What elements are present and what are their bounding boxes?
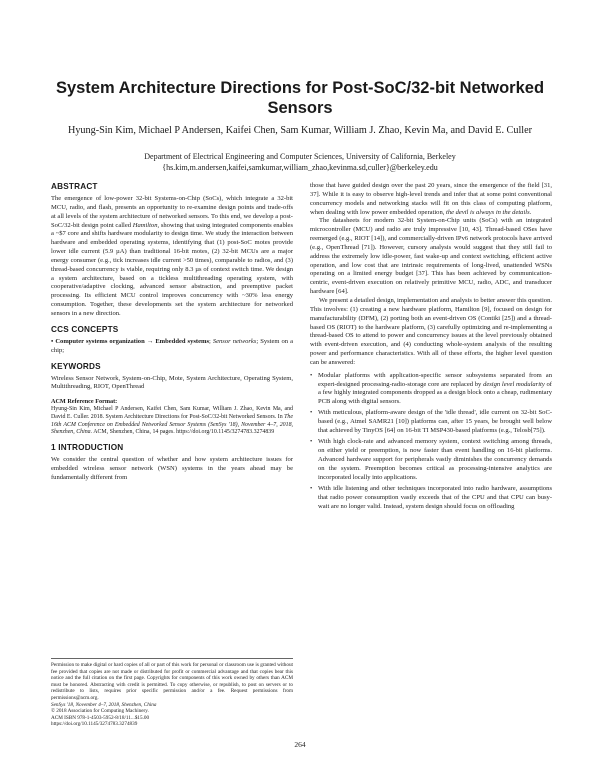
ccs-concepts: • Computer systems organization → Embedded systems; Sensor networks; System on a chip; <box>51 337 293 354</box>
intro-paragraph-3: We present a detailed design, implementation and analysis to better answer this question. This involves: (1) creating a new hardware platform, Hamilton [9], focused on design for manufacturability (DFM), (2) porting both an event-driven OS (Contiki [25]) and a thread-based OS (RIOT) to the hardware platform, (3) carefully optimizing and re-implementing a thread-based OS to attend to power and concurrency issues at the level previously obtained with event-driven execution, and (4) conducting whole-system analysis of the resulting power and performance characteristics. With all of these efforts, the higher level question can be answered: <box>310 296 552 366</box>
keywords-text: Wireless Sensor Network, System-on-Chip, Mote, System Architecture, Operating System, Multithreading, RIOT, OpenThread <box>51 374 293 391</box>
introduction-heading: 1 INTRODUCTION <box>51 443 124 453</box>
reference-heading: ACM Reference Format: <box>51 398 118 406</box>
paper-title: System Architecture Directions for Post-SoC/32-bit Networked Sensors <box>55 79 545 117</box>
ccs-heading: CCS CONCEPTS <box>51 324 119 334</box>
conference-line: SenSys '18, November 4–7, 2018, Shenzhen, China <box>51 701 157 708</box>
left-column <box>51 182 293 483</box>
author-emails: {hs.kim,m.andersen,kaifei,samkumar,william_zhao,kevinma.sd,culler}@berkeley.edu <box>162 162 438 172</box>
findings-list <box>310 372 552 512</box>
right-column <box>310 182 552 514</box>
permission-text: Permission to make digital or hard copies of all or part of this work for personal or classroom use is granted without fee provided that copies are not made or distributed for profit or commercial advantage and that copies bear this notice and the full citation on the first page. Copyrights for components of this work owned by others than ACM must be honored. Abstracting with credit is permitted. To copy otherwise, or republish, to post on servers or to redistribute to lists, requires prior specific permission and/or a fee. Request permissions from permissions@acm.org. <box>51 662 293 701</box>
affiliation: Department of Electrical Engineering and Computer Sciences, University of California, Berkeley <box>144 152 456 161</box>
doi-line: https://doi.org/10.1145/3274783.3274839 <box>51 721 138 728</box>
intro-paragraph-2: The datasheets for modern 32-bit System-on-Chip units (SoCs) with an integrated microcontroller (MCU) and radio are truly impressive [10, 43]. Thread-based OSes have reemerged (e.g., RIOT [14]), and commercially-driven IPv6 network protocols have arrived (e.g., OpenThread [71]). However, cursory analysis would suggest that they still fail to address the extremely low idle-power, fast wake-up and context switching, efficient active operation, and low cost that are intrinsic requirements of long-lived, unattended WSNs operating on a limited energy budget [37]. This has been achieved by communication-centric, event-driven execution on relatively primitive MCU, radio, ADC, and transducer hardware [64]. <box>310 217 552 296</box>
list-item: • With idle listening and other techniques incorporated into radio hardware, assumptions that radio power consumption vastly exceeds that of the CPU and that CPU can busy-wait are no longer valid. Instead, system design should focus on offloading <box>310 485 552 512</box>
author-list: Hyung-Sin Kim, Michael P Andersen, Kaifei Chen, Sam Kumar, William J. Zhao, Kevin Ma, and David E. Culler <box>67 125 533 136</box>
abstract-heading: ABSTRACT <box>51 182 98 191</box>
list-item: • With high clock-rate and advanced memory system, context switching among threads, on either yield or preemption, is now faster than event handling on 16-bit platforms. Advanced hardware support for peripherals vastly diminishes the concurrency demands on the system. Preemption becomes critical as processing-intensive analytics are incorporated locally into applications. <box>310 438 552 482</box>
reference-text: Hyung-Sin Kim, Michael P Andersen, Kaifei Chen, Sam Kumar, William J. Zhao, Kevin Ma, and David E. Culler. 2018. System Architecture Directions for Post-SoC/32-bit Networked Sensors. In The 16th ACM Conference on Embedded Networked Sensor Systems (SenSys '18), November 4–7, 2018, Shenzhen, China. ACM, Shenzhen, China, 14 pages. https://doi.org/10.1145/3274783.3274839 <box>51 405 293 436</box>
copyright-line: © 2018 Association for Computing Machinery. <box>51 708 149 715</box>
acm-reference <box>51 398 293 437</box>
isbn-line: ACM ISBN 978-1-4503-5952-8/18/11...$15.00 <box>51 714 150 721</box>
keywords-heading: KEYWORDS <box>51 361 101 371</box>
affiliation-block <box>40 152 560 173</box>
intro-continuation: those that have guided design over the past 20 years, since the emergence of the field [31, 37]. While it is easy to observe high-level trends and infer that at some point conventional concurrency models and networking stacks will fit on this class of computing platform, when dealing with low power embedded operation, the devil is always in the details. <box>310 182 552 216</box>
abstract-text: The emergence of low-power 32-bit Systems-on-Chip (SoCs), which integrate a 32-bit MCU, radio, and flash, presents an opportunity to re-examine design points and trade-offs at all levels of the system architecture of networked sensors. To this end, we develop a post-SoC/32-bit design point called Hamilton, showing that using integrated components enables a ~$7 core and shifts hardware modularity to design time. We study the interaction between hardware and embedded operating systems, identifying that (1) post-SoC motes provide lower idle current (5.9 µA) than traditional 16-bit motes, (2) 32-bit MCUs are a major energy consumer (e.g., tick increases idle current >50 times), comparable to radios, and (3) thread-based concurrency is viable, requiring only 8.3 µs of context switch time. We design a system architecture, based on a tickless multithreading operating system, with cooperative/adaptive clocking, advanced sensor abstraction, and preemptive packet processing. Its efficient MCU control improves concurrency with ~30% less energy consumption. Together, these developments set the system architecture for networked sensors in a new direction. <box>51 195 293 317</box>
permission-notice <box>51 658 293 728</box>
list-item: • With meticulous, platform-aware design of the 'idle thread', idle current on 32-bit SoC-based (e.g., Atmel SAMR21 [10]) platforms can, after 15 years, be brought well below that achieved by TinyOS [64] on 16-bit TI MSP430-based platforms (e.g., Telosb[75]). <box>310 409 552 436</box>
list-item: • Modular platforms with application-specific sensor subsystems separated from an expert-designed processing-radio-storage core are replaced by design level modularity of a few highly integrated components dropped as a design block onto a cheap, rudimentary PCB along with digital sensors. <box>310 372 552 407</box>
page-number: 264 <box>294 740 306 749</box>
introduction-paragraph: We consider the central question of whether and how system architecture issues for embedded wireless sensor network (WSN) systems in the years ahead may be fundamentally different from <box>51 456 293 481</box>
